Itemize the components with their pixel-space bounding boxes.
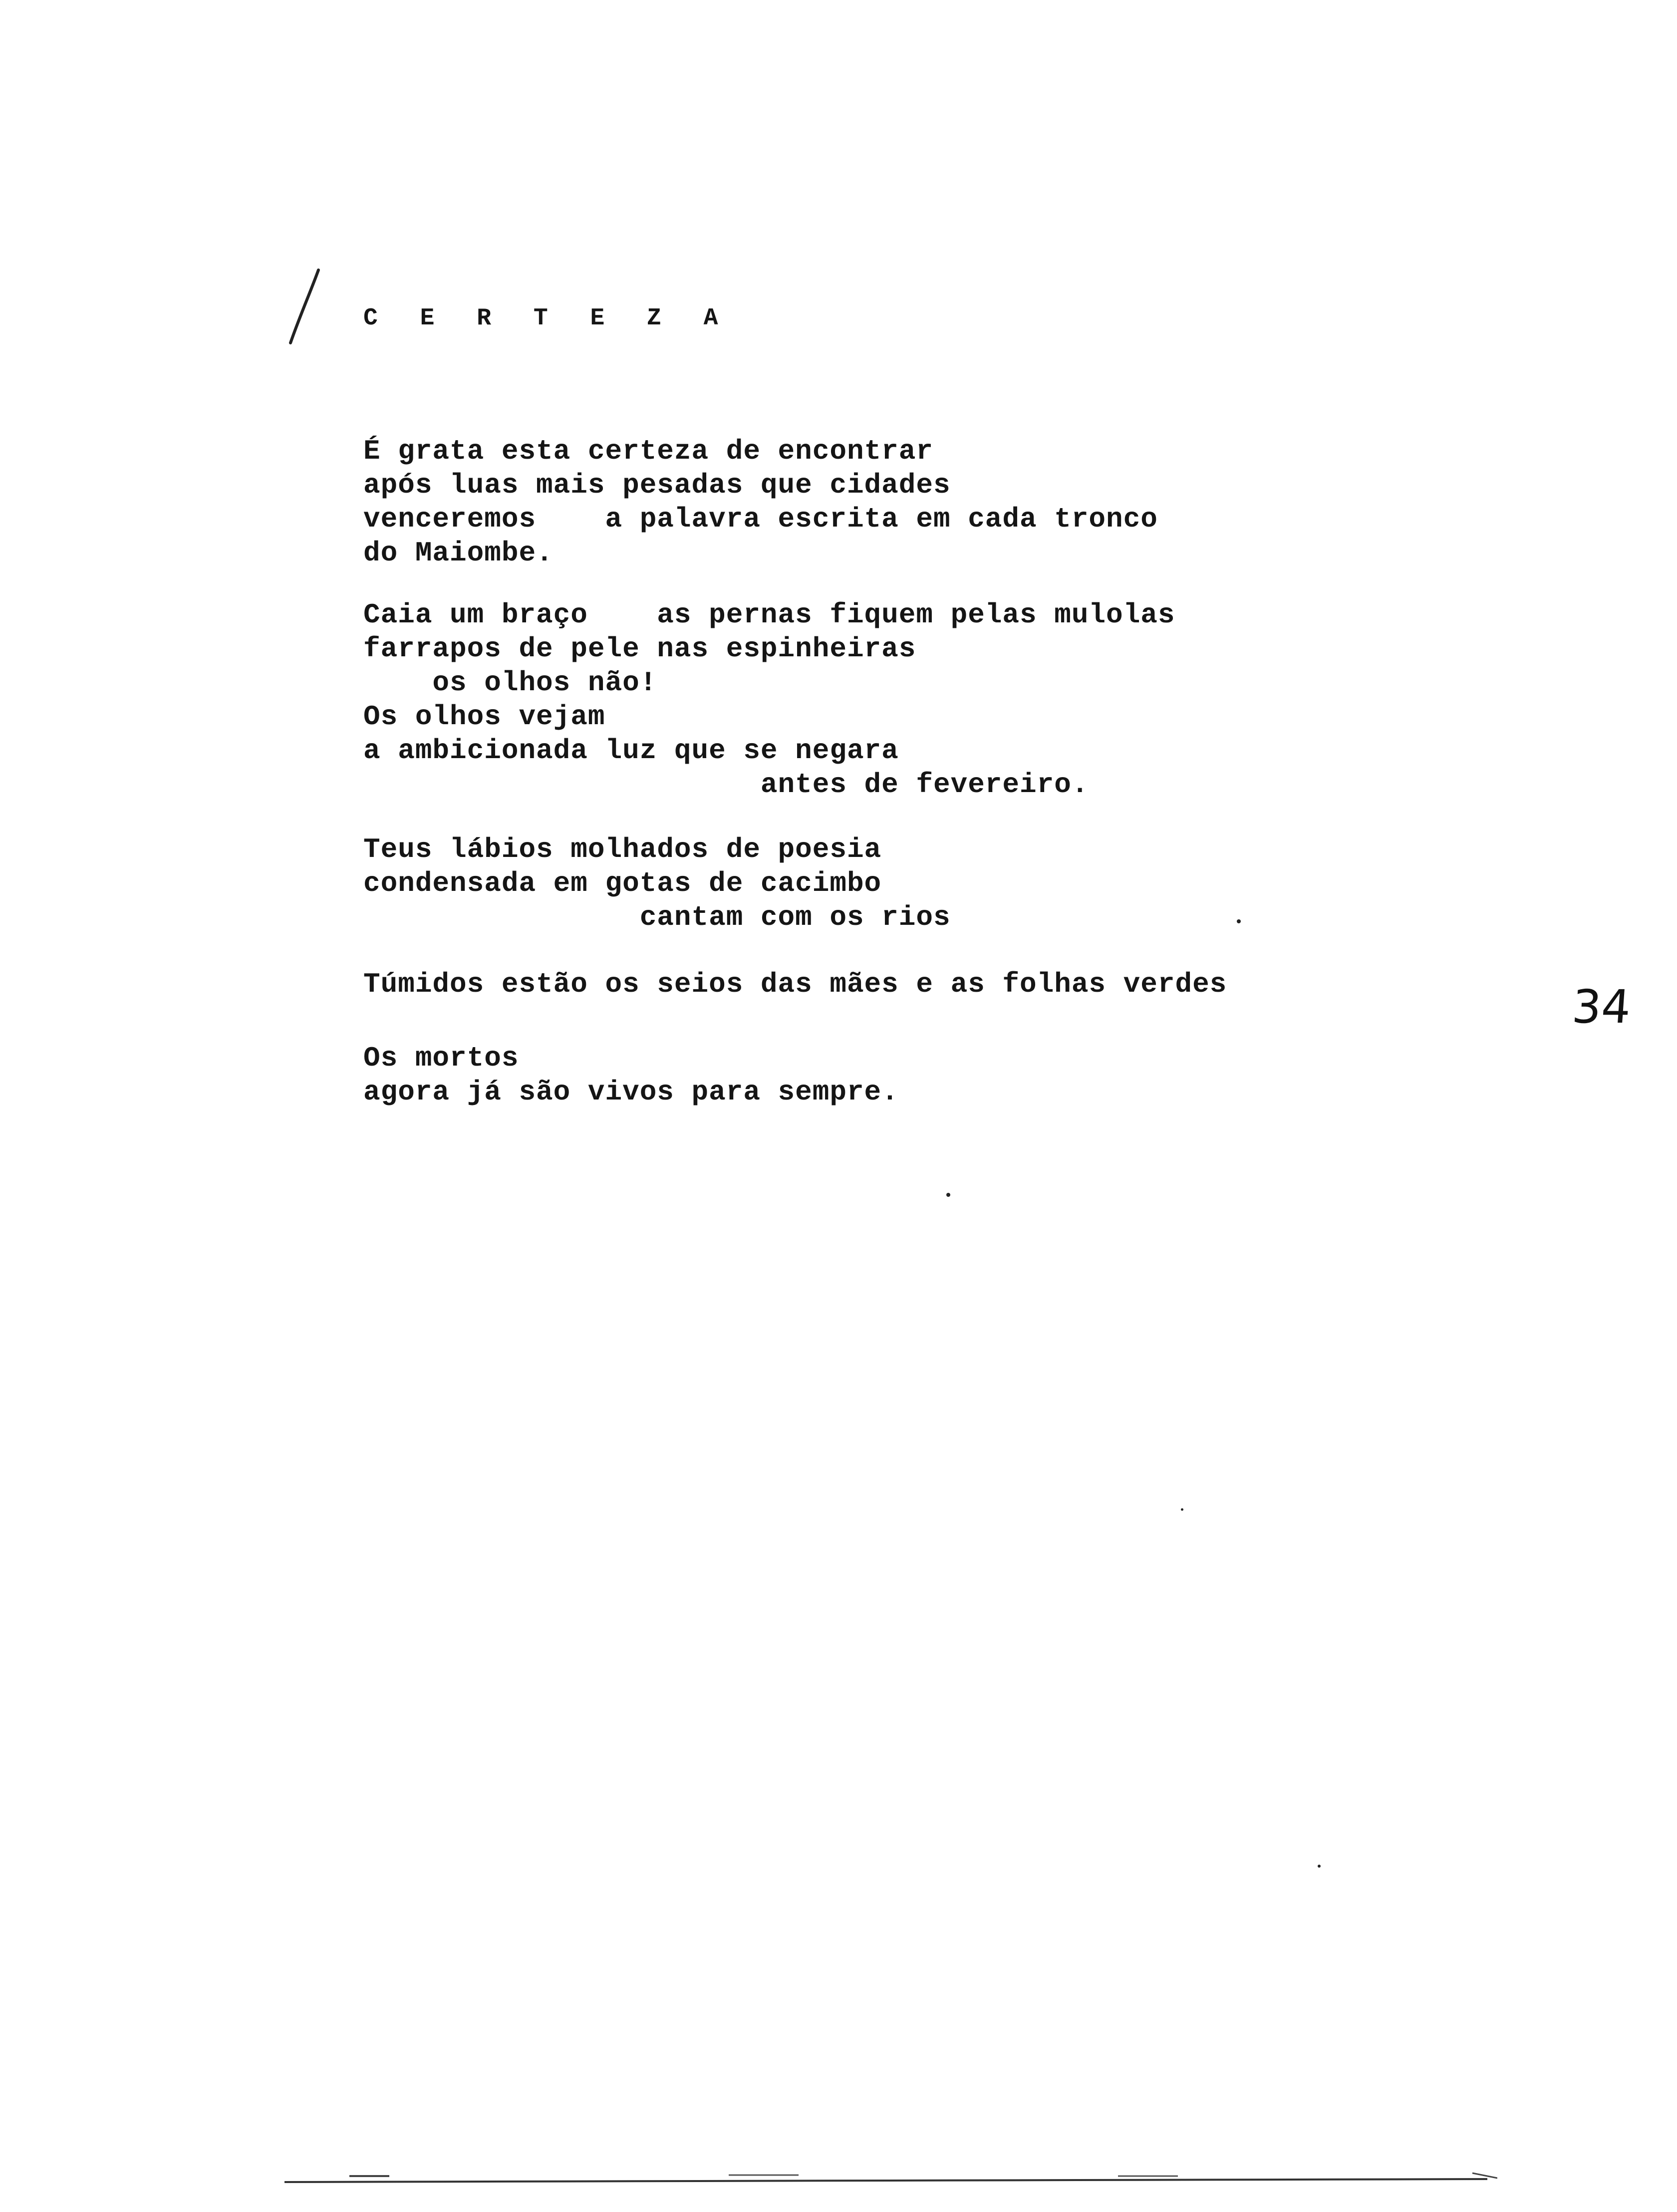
poem-line: condensada em gotas de cacimbo (363, 867, 882, 899)
poem-line: antes de fevereiro. (363, 769, 1089, 801)
poem-title: C E R T E Z A (363, 305, 732, 332)
poem-line: venceremos a palavra escrita em cada tronco (363, 503, 1158, 535)
poem-line: a ambicionada luz que se negara (363, 735, 899, 767)
poem-line: Caia um braço as pernas fiquem pelas mulolas (363, 599, 1175, 631)
ink-speck (1181, 1508, 1183, 1511)
poem-line: do Maiombe. (363, 537, 554, 569)
handwritten-page-number: 34 (1570, 980, 1633, 1034)
poem-line: Os olhos vejam (363, 701, 605, 733)
poem-line: É grata esta certeza de encontrar (363, 435, 933, 467)
poem-line: os olhos não! (363, 667, 657, 699)
ink-speck (1237, 919, 1241, 923)
poem-line: Teus lábios molhados de poesia (363, 833, 882, 865)
bottom-scan-edge-line (280, 2172, 1497, 2187)
poem-line: agora já são vivos para sempre. (363, 1076, 899, 1108)
ink-speck (946, 1193, 950, 1197)
poem-line: farrapos de pele nas espinheiras (363, 633, 916, 665)
poem-line: cantam com os rios (363, 901, 951, 933)
poem-line: Os mortos (363, 1042, 519, 1074)
handwritten-slash-mark (280, 267, 329, 347)
poem-line: após luas mais pesadas que cidades (363, 469, 951, 501)
ink-speck (1318, 1865, 1321, 1868)
poem-line: Túmidos estão os seios das mães e as folhas verdes (363, 968, 1227, 1000)
